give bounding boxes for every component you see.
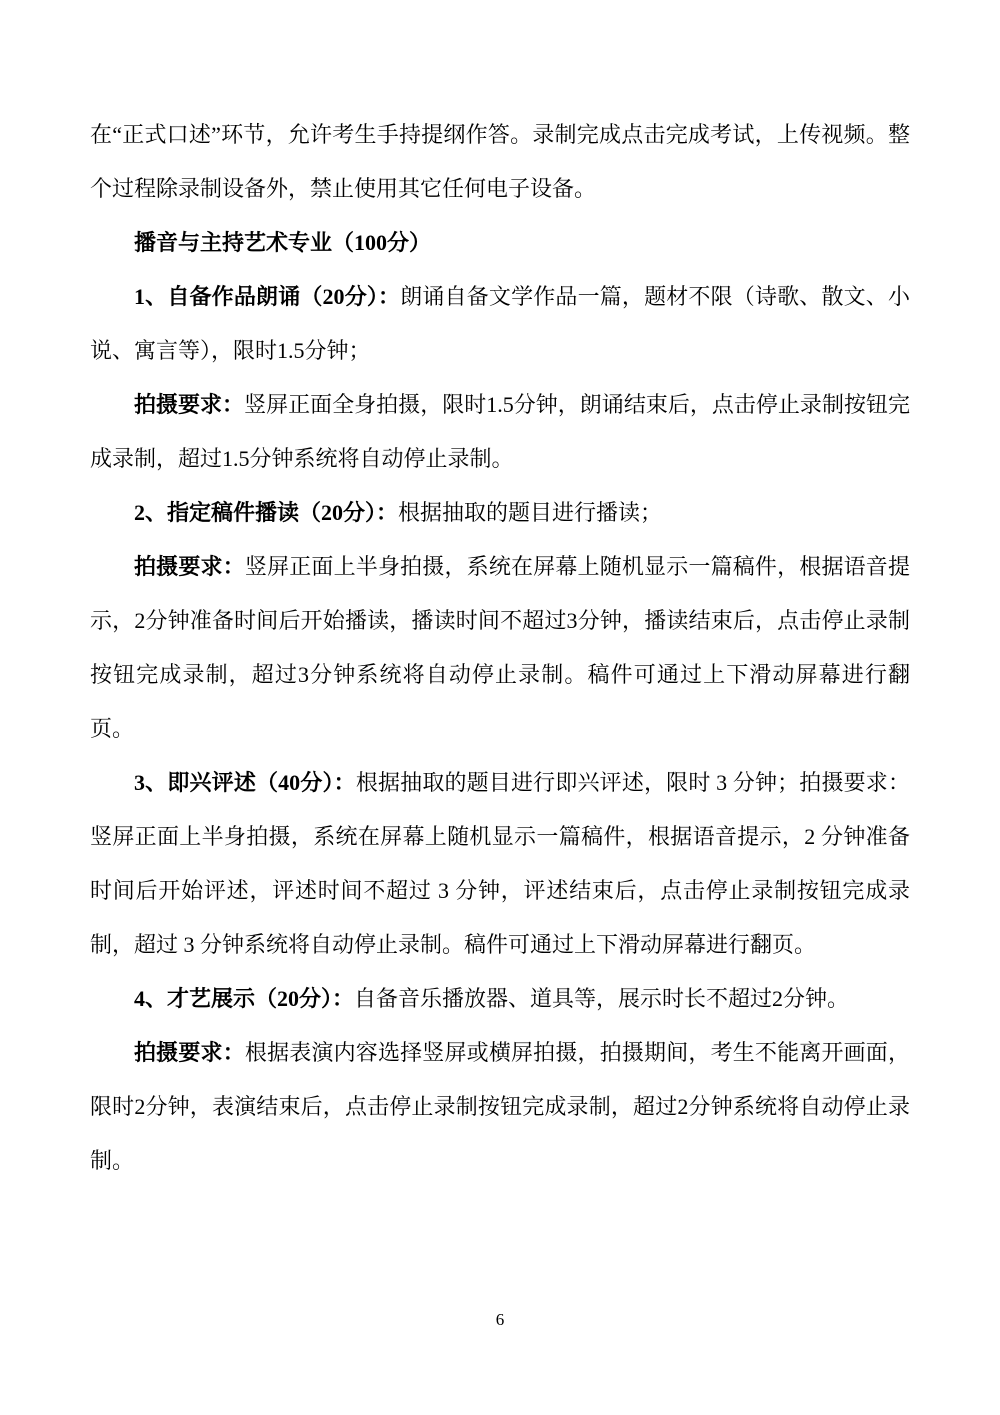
bold-text-run: 1、自备作品朗诵（20分）： bbox=[134, 284, 401, 309]
document-body bbox=[90, 108, 910, 1188]
text-run: 竖屏正面全身拍摄，限时1.5分钟，朗诵结束后，点击停止录制按钮完成录制，超过1.5分钟系统将自动停止录制。 bbox=[90, 392, 910, 471]
bold-text-run: 4、才艺展示（20分）： bbox=[134, 986, 355, 1011]
text-run: 朗诵自备文学作品一篇，题材不限（诗歌、散文、小说、寓言等），限时1.5分钟； bbox=[90, 284, 910, 363]
text-run: 根据表演内容选择竖屏或横屏拍摄，拍摄期间，考生不能离开画面，限时2分钟，表演结束后，点击停止录制按钮完成录制，超过2分钟系统将自动停止录制。 bbox=[90, 1040, 910, 1173]
text-run: 自备音乐播放器、道具等，展示时长不超过2分钟。 bbox=[354, 986, 850, 1011]
paragraph bbox=[90, 540, 910, 756]
bold-text-run: 拍摄要求： bbox=[134, 554, 245, 579]
page-footer bbox=[0, 1308, 1000, 1332]
paragraph bbox=[90, 756, 910, 972]
bold-text-run: 3、即兴评述（40分）： bbox=[134, 770, 356, 795]
bold-text-run: 拍摄要求： bbox=[134, 1040, 245, 1065]
paragraph bbox=[90, 1026, 910, 1188]
text-run: 在“正式口述”环节，允许考生手持提纲作答。录制完成点击完成考试，上传视频。整个过程除录制设备外，禁止使用其它任何电子设备。 bbox=[90, 122, 910, 201]
bold-text-run: 拍摄要求： bbox=[134, 392, 245, 417]
text-run: 根据抽取的题目进行播读； bbox=[398, 500, 663, 525]
bold-text-run: 2、指定稿件播读（20分）： bbox=[134, 500, 399, 525]
text-run: 竖屏正面上半身拍摄，系统在屏幕上随机显示一篇稿件，根据语音提示，2分钟准备时间后开始播读，播读时间不超过3分钟，播读结束后，点击停止录制按钮完成录制，超过3分钟系统将自动停止录制。稿件可通过上下滑动屏幕进行翻页。 bbox=[90, 554, 910, 741]
paragraph bbox=[90, 270, 910, 378]
paragraph bbox=[90, 486, 910, 540]
section-heading bbox=[90, 216, 910, 270]
paragraph bbox=[90, 108, 910, 216]
paragraph bbox=[90, 378, 910, 486]
text-run: 根据抽取的题目进行即兴评述，限时 3 分钟；拍摄要求：竖屏正面上半身拍摄，系统在屏幕上随机显示一篇稿件，根据语音提示，2 分钟准备时间后开始评述，评述时间不超过 3 分钟，评述结束后，点击停止录制按钮完成录制，超过 3 分钟系统将自动停止录制。稿件可通过上下滑动屏幕进行翻页。 bbox=[90, 770, 910, 957]
paragraph bbox=[90, 972, 910, 1026]
page-number: 6 bbox=[495, 1310, 505, 1329]
bold-text-run: 播音与主持艺术专业（100分） bbox=[134, 230, 432, 255]
